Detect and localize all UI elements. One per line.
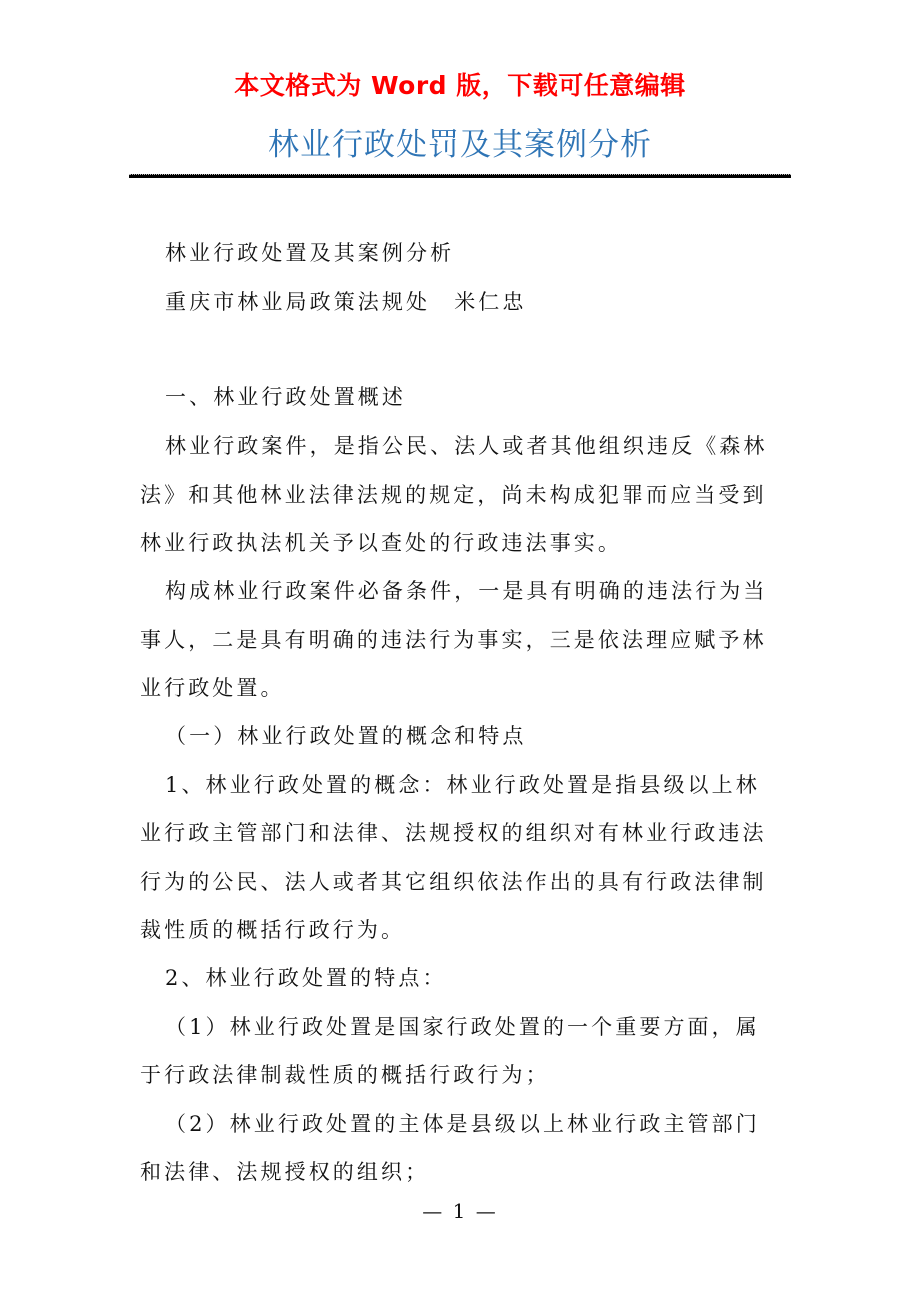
body-line: 法》和其他林业法律法规的规定，尚未构成犯罪而应当受到 xyxy=(140,483,767,507)
body-line: 业行政处置。 xyxy=(140,676,285,700)
body-line: 行为的公民、法人或者其它组织依法作出的具有行政法律制 xyxy=(140,870,767,894)
body-line: 林业行政处置及其案例分析 xyxy=(165,241,455,265)
body-line: 于行政法律制裁性质的概括行政行为； xyxy=(140,1063,550,1087)
body-line: （1）林业行政处置是国家行政处置的一个重要方面，属 xyxy=(165,1015,760,1039)
subsection-heading: （一）林业行政处置的概念和特点 xyxy=(165,724,527,748)
page-number: — 1 — xyxy=(422,1199,498,1223)
body-line: 构成林业行政案件必备条件，一是具有明确的违法行为当 xyxy=(165,579,768,603)
body-line: 裁性质的概括行政行为。 xyxy=(140,918,406,942)
section-heading: 一、林业行政处置概述 xyxy=(165,385,406,409)
body-line: 和法律、法规授权的组织； xyxy=(140,1160,430,1184)
body-line: 林业行政执法机关予以查处的行政违法事实。 xyxy=(140,531,622,555)
body-line: （2）林业行政处置的主体是县级以上林业行政主管部门 xyxy=(165,1112,760,1136)
body-line: 2、林业行政处置的特点： xyxy=(165,966,447,990)
body-line: 业行政主管部门和法律、法规授权的组织对有林业行政违法 xyxy=(140,821,767,845)
body-line: 林业行政案件，是指公民、法人或者其他组织违反《森林 xyxy=(165,434,768,458)
download-notice-banner: 本文格式为 Word 版，下载可任意编辑 xyxy=(234,71,686,100)
body-line: 事人，二是具有明确的违法行为事实，三是依法理应赋予林 xyxy=(140,628,767,652)
body-line: 1、林业行政处置的概念：林业行政处置是指县级以上林 xyxy=(165,773,760,797)
document-title: 林业行政处罚及其案例分析 xyxy=(268,127,652,163)
body-line: 重庆市林业局政策法规处 米仁忠 xyxy=(165,290,527,314)
title-divider xyxy=(129,174,791,178)
